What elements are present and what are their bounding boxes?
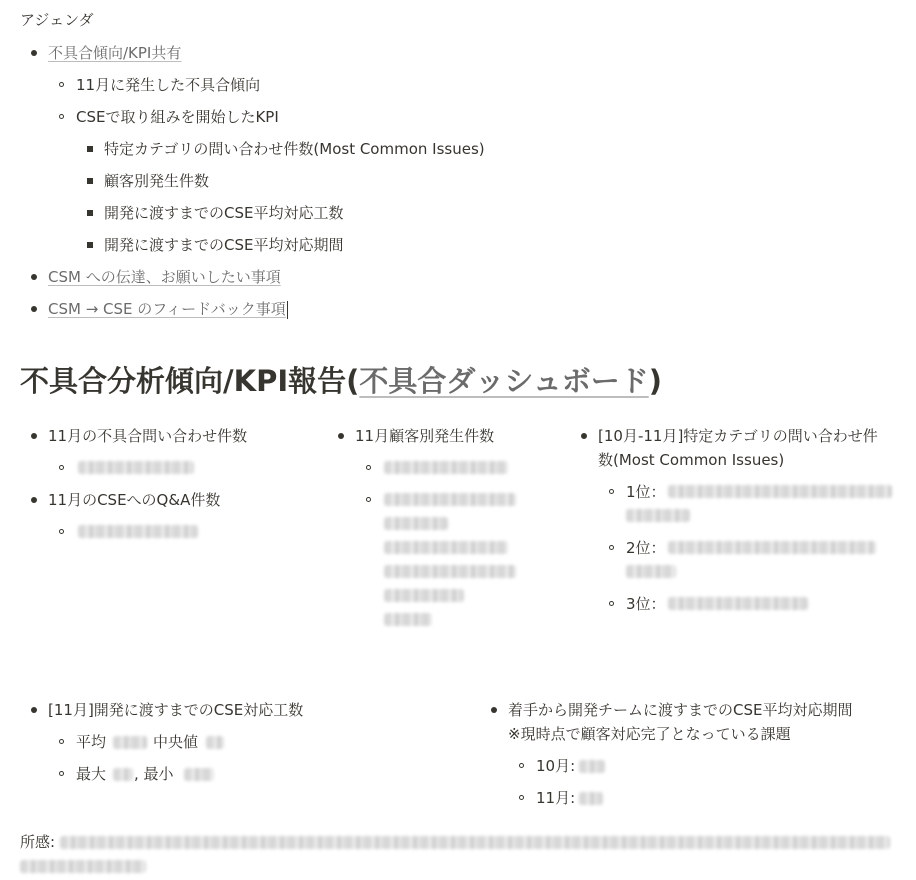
bullet-circle (519, 795, 524, 800)
bullet-circle (59, 465, 64, 470)
bullet-circle (59, 771, 64, 776)
redacted-value (206, 736, 224, 749)
redacted-value (384, 589, 464, 602)
heading-suffix: ) (648, 364, 663, 398)
bullet-circle (609, 545, 614, 550)
bullet-disc (31, 433, 37, 439)
bullet-disc (491, 707, 497, 713)
bullet-circle (609, 601, 614, 606)
kpi-item: 顧客別発生件数 (104, 172, 210, 190)
dashboard-link[interactable]: 不具合ダッシュボード (359, 364, 649, 398)
rank-label: 1位： (626, 483, 666, 501)
bullet-circle (59, 739, 64, 744)
redacted-value (668, 541, 876, 554)
redacted-value (626, 565, 676, 578)
bullet-circle (59, 529, 64, 534)
col3-item-line1: [10月-11月]特定カテゴリの問い合わせ件 (598, 427, 878, 445)
col2-item: 11月顧客別発生件数 (355, 427, 495, 445)
agenda-sub-item: 11月に発生した不具合傾向 (76, 76, 261, 94)
agenda-sub-item: CSEで取り組みを開始したKPI (76, 108, 279, 126)
redacted-value (113, 736, 147, 749)
redacted-value (579, 760, 605, 773)
redacted-value (384, 493, 516, 506)
bullet-disc (31, 50, 37, 56)
redacted-value (384, 565, 516, 578)
bullet-disc (31, 497, 37, 503)
kpi-item: 開発に渡すまでのCSE平均対応工数 (104, 204, 344, 222)
min-label: , 最小 (134, 765, 174, 783)
redacted-value (78, 525, 198, 538)
text-cursor (287, 301, 288, 319)
redacted-value (626, 509, 690, 522)
bullet-disc (31, 306, 37, 312)
col1-item: 11月のCSEへのQ&A件数 (48, 491, 221, 509)
bullet-square (87, 146, 93, 152)
bullet-disc (581, 433, 587, 439)
col1-item: 11月の不具合問い合わせ件数 (48, 427, 248, 445)
agenda-link-text[interactable]: CSM → CSE のフィードバック事項 (48, 300, 286, 318)
agenda-link-text[interactable]: 不具合傾向/KPI共有 (48, 44, 182, 62)
agenda-item-csm-link[interactable] (48, 267, 281, 287)
redacted-value (384, 517, 448, 530)
bullet-disc (31, 274, 37, 280)
redacted-value (668, 485, 892, 498)
redacted-value (20, 860, 146, 873)
bullet-circle (519, 763, 524, 768)
bullet-disc (338, 433, 344, 439)
bullet-circle (59, 82, 64, 87)
redacted-value (384, 613, 432, 626)
rank-label: 3位： (626, 595, 666, 613)
agenda-title: アジェンダ (20, 11, 94, 29)
redacted-value (384, 541, 508, 554)
redacted-value (60, 836, 890, 849)
oct-label: 10月: (536, 757, 576, 775)
bottom-left-item: [11月]開発に渡すまでのCSE対応工数 (48, 701, 304, 719)
bottom-right-note: ※現時点で顧客対応完了となっている課題 (508, 725, 791, 743)
heading-prefix: 不具合分析傾向/KPI報告( (20, 364, 360, 398)
impressions-label: 所感: (20, 833, 56, 851)
max-label: 最大 (76, 765, 107, 783)
redacted-value (184, 768, 214, 781)
bottom-right-item: 着手から開発チームに渡すまでのCSE平均対応期間 (508, 701, 853, 719)
rank-label: 2位： (626, 539, 666, 557)
redacted-value (384, 461, 508, 474)
redacted-value (668, 597, 808, 610)
col3-item-line2: 数(Most Common Issues) (598, 451, 785, 469)
agenda-item-kpi-link[interactable] (48, 43, 181, 63)
bullet-square (87, 210, 93, 216)
agenda-item-feedback-link[interactable] (48, 299, 288, 319)
bullet-circle (366, 465, 371, 470)
kpi-item: 特定カテゴリの問い合わせ件数(Most Common Issues) (104, 140, 485, 158)
bullet-disc (31, 707, 37, 713)
bullet-circle (59, 114, 64, 119)
bullet-circle (609, 489, 614, 494)
nov-label: 11月: (536, 789, 576, 807)
redacted-value (113, 768, 133, 781)
agenda-link-text[interactable]: CSM への伝達、お願いしたい事項 (48, 268, 281, 286)
section-heading (20, 362, 662, 400)
redacted-value (579, 792, 603, 805)
median-label: 中央値 (153, 733, 199, 751)
kpi-item: 開発に渡すまでのCSE平均対応期間 (104, 236, 344, 254)
avg-label: 平均 (76, 733, 107, 751)
bullet-circle (366, 497, 371, 502)
bullet-square (87, 242, 93, 248)
redacted-value (78, 461, 194, 474)
bullet-square (87, 178, 93, 184)
